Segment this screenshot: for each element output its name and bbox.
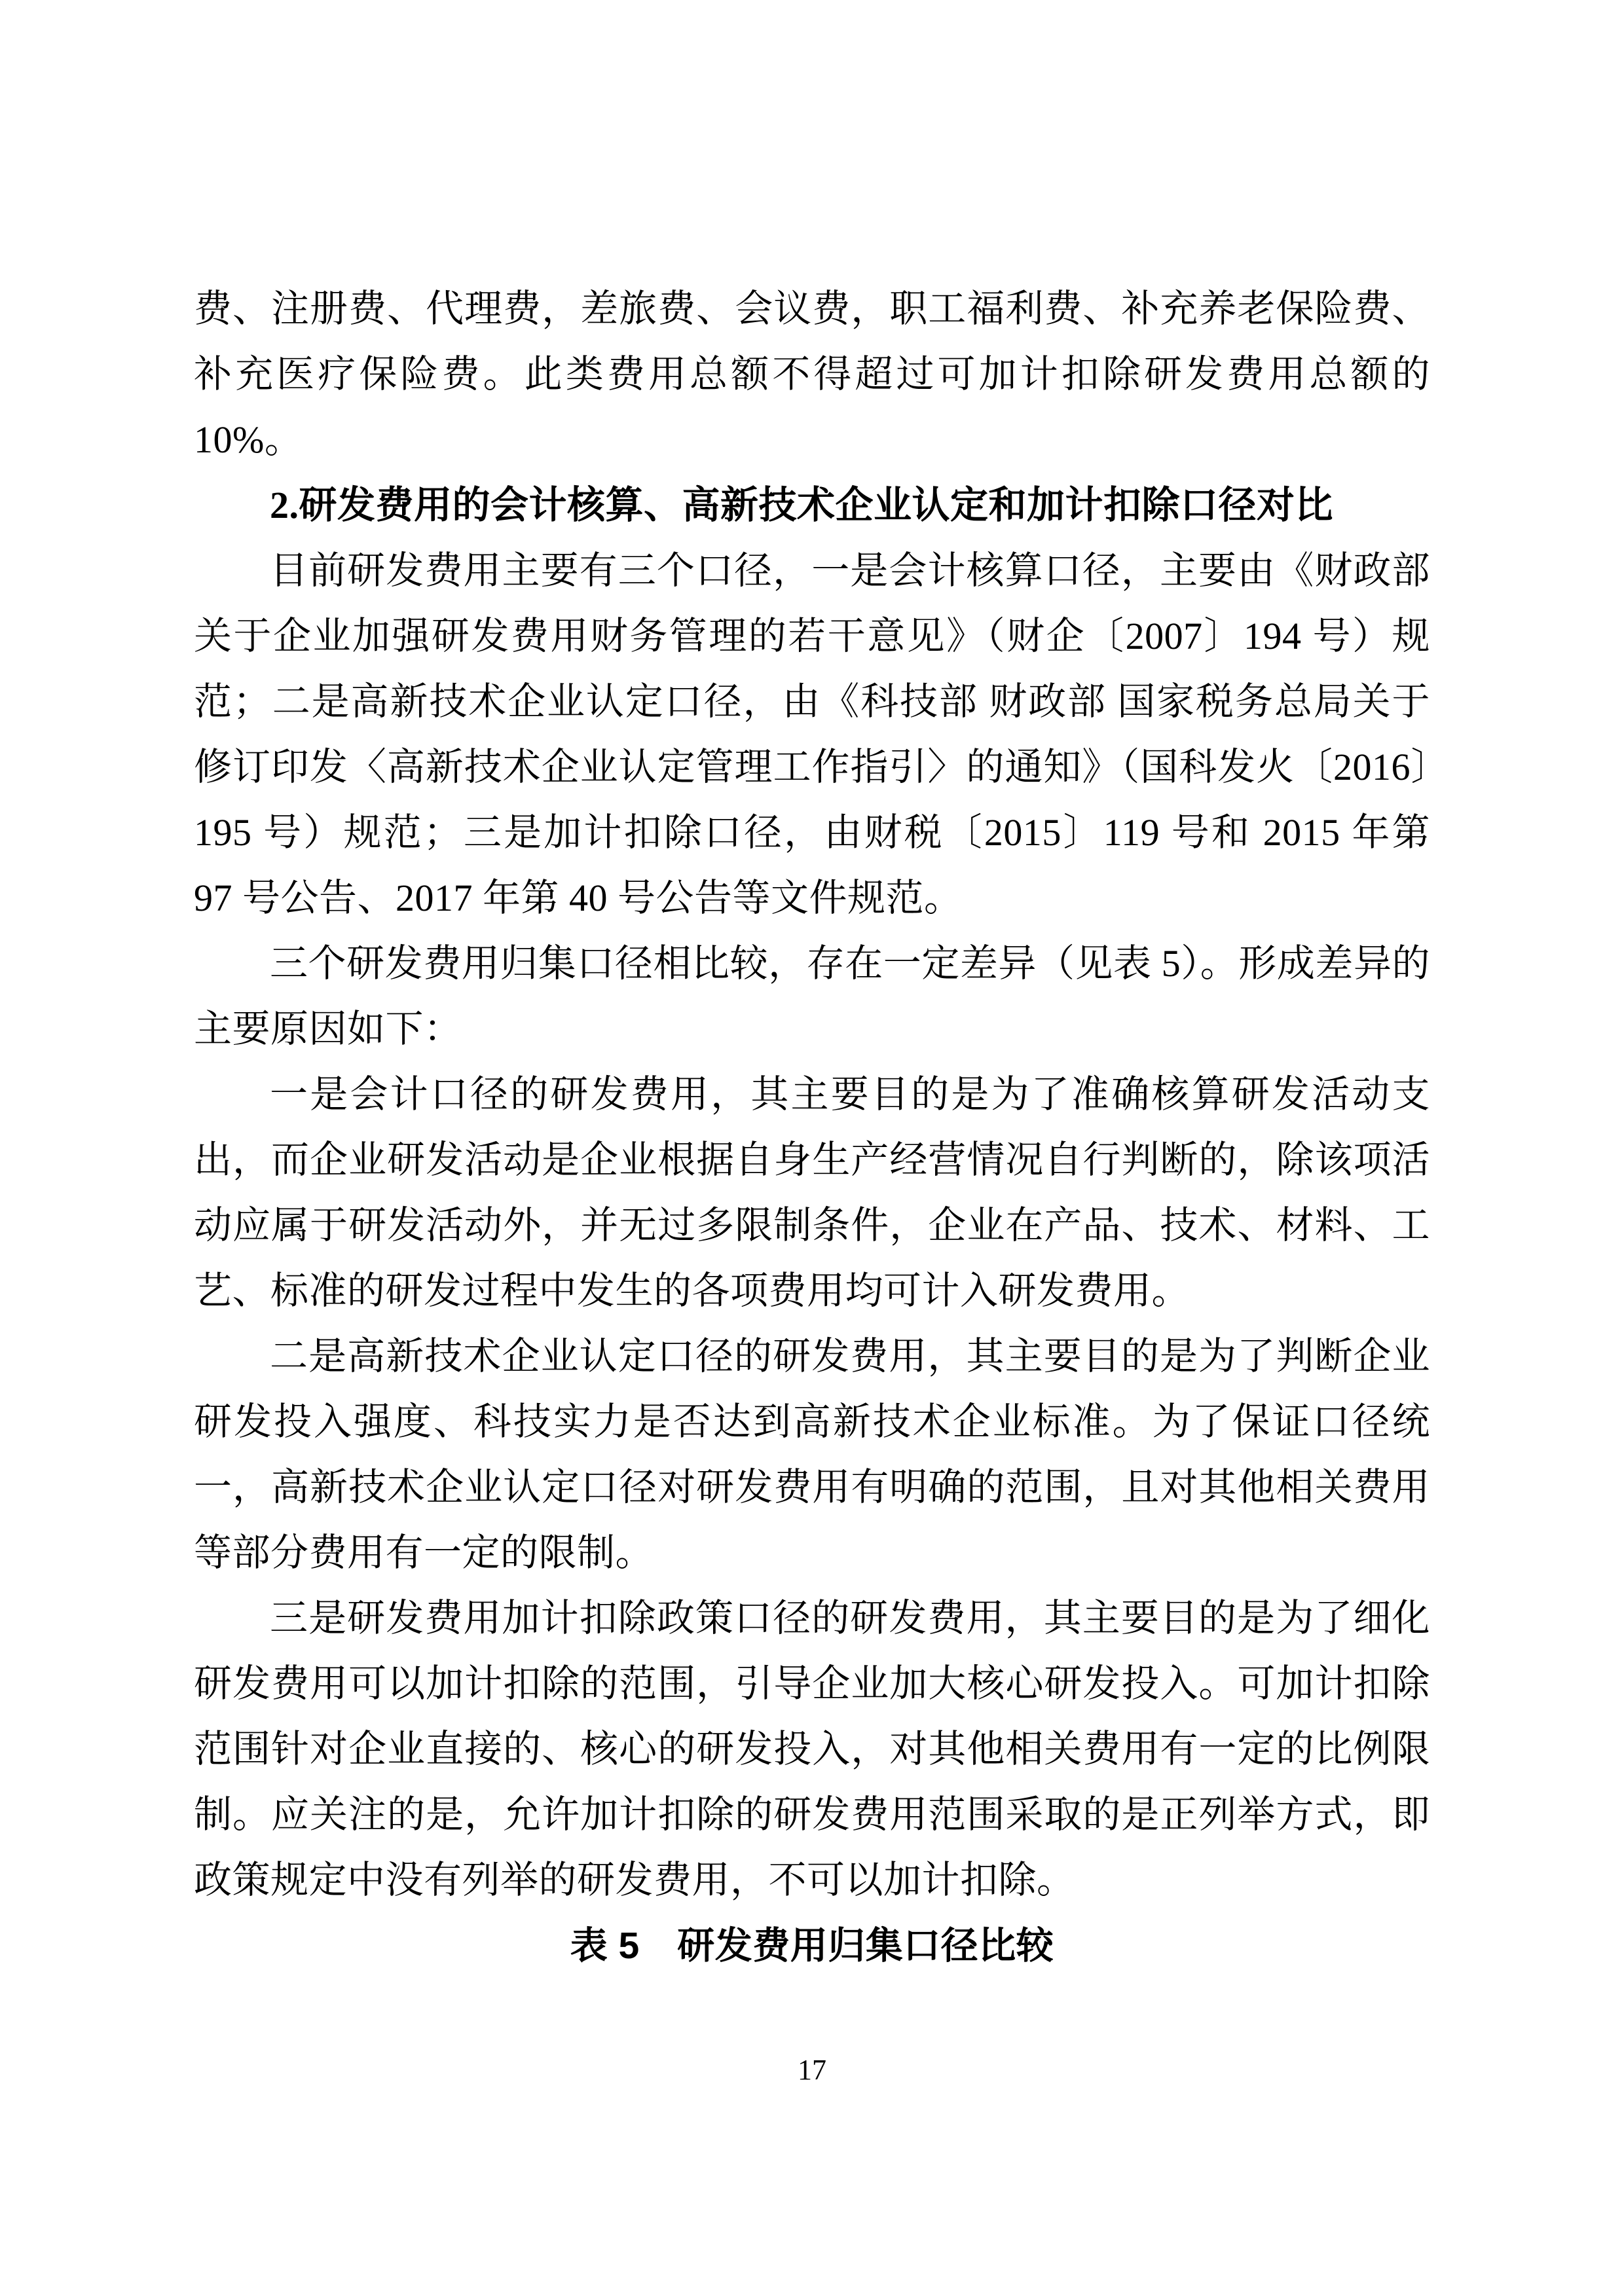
paragraph: 二是高新技术企业认定口径的研发费用，其主要目的是为了判断企业研发投入强度、科技实力是否达到高新技术企业标准。为了保证口径统一，高新技术企业认定口径对研发费用有明确的范围，且对其他相关费用等部分费用有一定的限制。: [194, 1335, 1430, 1574]
paragraph: 一是会计口径的研发费用，其主要目的是为了准确核算研发活动支出，而企业研发活动是企业根据自身生产经营情况自行判断的，除该项活动应属于研发活动外，并无过多限制条件，企业在产品、技术、材料、工艺、标准的研发过程中发生的各项费用均可计入研发费用。: [194, 1073, 1430, 1312]
paragraph: 目前研发费用主要有三个口径，一是会计核算口径，主要由《财政部关于企业加强研发费用财务管理的若干意见》（财企〔2007〕194 号）规范；二是高新技术企业认定口径，由《科技部 财政部 国家税务总局关于修订印发〈高新技术企业认定管理工作指引〉的通知》（国科发火〔2016〕195 号）规范；三是加计扣除口径，由财税〔2015〕119 号和 2015 年第 97 号公告、2017 年第 40 号公告等文件规范。: [194, 549, 1430, 919]
page-number: 17: [798, 2054, 826, 2086]
document-body: [194, 276, 1430, 1978]
paragraph: 三个研发费用归集口径相比较，存在一定差异（见表 5）。形成差异的主要原因如下：: [194, 942, 1430, 1050]
section-heading: 2.研发费用的会计核算、高新技术企业认定和加计扣除口径对比: [270, 484, 1334, 526]
table-caption: 表 5 研发费用归集口径比较: [570, 1925, 1054, 1967]
paragraph-continuation: 费、注册费、代理费，差旅费、会议费，职工福利费、补充养老保险费、补充医疗保险费。此类费用总额不得超过可加计扣除研发费用总额的 10%。: [194, 287, 1430, 461]
paragraph: 三是研发费用加计扣除政策口径的研发费用，其主要目的是为了细化研发费用可以加计扣除的范围，引导企业加大核心研发投入。可加计扣除范围针对企业直接的、核心的研发投入，对其他相关费用有一定的比例限制。应关注的是，允许加计扣除的研发费用范围采取的是正列举方式，即政策规定中没有列举的研发费用，不可以加计扣除。: [194, 1597, 1430, 1901]
